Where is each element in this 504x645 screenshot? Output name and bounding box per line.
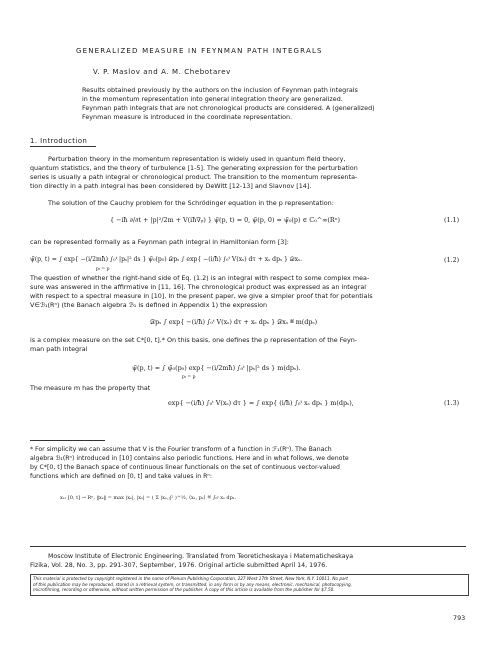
section-underline (30, 146, 96, 147)
question-line-2: sure was answered in the affirmative in [11, 16]. The chronological product was expressed as an integral (30, 283, 367, 291)
intro-line-4: tion directly in a path integral has been considered by DeWitt [12-13] and Slavnov [14]. (30, 182, 312, 190)
p-representation-subscript: pₜ = p (182, 375, 196, 380)
copyright-line-2: of this publication may be reproduced, stored in a retrieval system, or transmitted, in any form or by any means, electronic, mechanical, photocopying, (33, 581, 352, 587)
equation-1-2-subscript: pₜ = p (96, 267, 110, 272)
abstract-line-3: Feynman path integrals that are not chronological products are considered. A (generalized) (82, 104, 375, 112)
equation-1-3-number: (1.3) (444, 399, 460, 407)
path-integral-line: man path integral (30, 345, 88, 353)
authors: V. P. Maslov and A. M. Chebotarev (93, 68, 231, 76)
footnote-equation: xₛ: [0, t] → Rⁿ, ‖xₛ‖ = max |xₛ|, |xₛ| = ( Σ |xₛ,ⱼ|² )^½, ⟨xₛ, pₛ⟩ ≝ ∫₀ᵗ xₛ dpₛ. (60, 495, 237, 501)
affiliation-line-2: Fizika, Vol. 28, No. 3, pp. 291-307, September, 1976. Original article submitted April 14, 1976. (30, 562, 328, 569)
section-heading: 1. Introduction (30, 137, 88, 145)
intro-line-1: Perturbation theory in the momentum representation is widely used in quantum field theory, (48, 155, 346, 163)
question-line-3: with respect to a spectral measure in [10]. In the present paper, we give a simpler proof that for potentials (30, 292, 373, 300)
footnote-line-4: functions which are defined on [0, t] and take values in Rⁿ: (30, 473, 212, 480)
footnote-line-1: * For simplicity we can assume that V is the Fourier transform of a function in ℱ₁(Rⁿ). The Banach (30, 446, 332, 453)
representation-line: can be represented formally as a Feynman path integral in Hamiltonian form [3]: (30, 238, 289, 246)
equation-1-2: ψ̃(p, t) = ∫ exp{ −(i/2mħ) ∫₀ᵗ |pₛ|² ds } ψ̃₀(p₀) 𝒟pₛ ∫ exp{ −(i/ħ) ∫₀ᵗ V(xₛ) dτ + xₛ dpₛ } 𝒟xₛ. (30, 256, 303, 263)
abstract-line-1: Results obtained previously by the authors on the inclusion of Feynman path integrals (82, 86, 358, 94)
equation-1-1: { −iħ ∂/∂t + |p|²/2m + V(iħ∇ₚ) } ψ̃(p, t) = 0, ψ̃(p, 0) = ψ̃₀(p) ∈ C₀^∞(Rⁿ) (110, 216, 340, 224)
footnote-separator (30, 440, 105, 441)
equation-1-1-number: (1.1) (444, 216, 460, 224)
affiliation-separator (30, 546, 466, 547)
equation-1-2-number: (1.2) (444, 256, 460, 264)
property-line: The measure m has the property that (30, 384, 151, 392)
measure-definition-equation: 𝒟pₛ ∫ exp{ −(i/ħ) ∫₀ᵗ V(xₛ) dτ + xₛ dpₛ } 𝒟xₛ ≝ m(dpₛ) (150, 318, 318, 326)
question-line-1: The question of whether the right-hand side of Eq. (1.2) is an integral with respect to some complex mea- (30, 274, 370, 282)
abstract-line-2: in the momentum representation into general integration theory are generalized. (82, 95, 343, 103)
copyright-line-1: This material is protected by copyright registered in the name of Plenum Publishing Corporation, 227 West 17th Street, New York, N.Y. 10011. No part (33, 576, 348, 581)
question-line-4: V∈ℬ₁(Rⁿ) (the Banach algebra ℬ₁ is defined in Appendix 1) the expression (30, 301, 268, 309)
footnote-line-3: by C*[0, t] the Banach space of continuous linear functionals on the set of continuous vector-valued (30, 464, 340, 471)
cauchy-line: The solution of the Cauchy problem for the Schrödinger equation in the p representation: (48, 199, 334, 207)
copyright-line-3: microfilming, recording or otherwise, without written permission of the publisher. A copy of this article is available from the publisher for $7.50. (33, 587, 335, 592)
page-number: 793 (453, 614, 466, 622)
intro-line-3: series is usually a path integral or chronological product. The transition to the momentum representa- (30, 173, 358, 181)
intro-line-2: quantum statistics, and the theory of turbulence [1-5]. The generating expression for the perturbation (30, 164, 358, 172)
abstract-line-4: Feynman measure is introduced in the coordinate representation. (82, 113, 293, 121)
equation-1-3: exp{ −(i/ħ) ∫₀ᵗ V(xₛ) dτ } = ∫ exp{ (i/ħ) ∫₀ᵗ xₛ dpₛ } m(dpₛ), (168, 399, 354, 407)
paper-title: GENERALIZED MEASURE IN FEYNMAN PATH INTEGRALS (76, 47, 323, 55)
affiliation-line-1: Moscow Institute of Electronic Engineering. Translated from Teoreticheskaya i Matematicheskaya (48, 553, 354, 560)
p-representation-equation: ψ̃(p, t) = ∫ ψ̃₀(p₀) exp{ −(i/2mħ) ∫₀ᵗ |pₛ|² ds } m(dpₛ). (132, 364, 301, 372)
complex-measure-line: is a complex measure on the set C*[0, t].* On this basis, one defines the p representation of the Feyn- (30, 336, 358, 344)
footnote-line-2: algebra ℬ₁(Rⁿ) introduced in [10] contains also periodic functions. Here and in what follows, we denote (30, 455, 349, 462)
